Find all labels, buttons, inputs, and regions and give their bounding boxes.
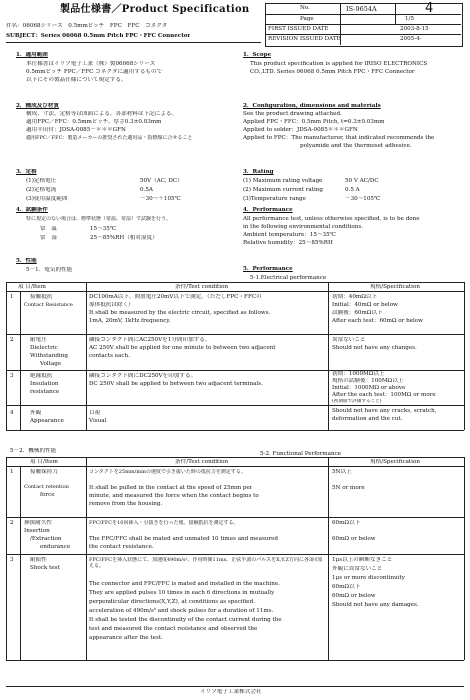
table2-row-condition: The FPC/FFC shall be mated and unmated 10 times and measured <box>89 536 278 542</box>
sheet-label: Page <box>300 16 314 22</box>
table1-row-condition: 隣接コンタクト間にAC250Vを1分間印加する。 <box>89 337 211 343</box>
left-s2-line: 適用半田付：JDSA-0085－＊＊＊GFN <box>26 127 126 133</box>
table2-row-condition: It shall be tested the discontinuity of the contact current during the <box>89 617 282 623</box>
first-issued-value: 2003-8-15 <box>400 26 429 32</box>
first-issued-label: FIRST ISSUED DATE <box>268 26 329 32</box>
table1-row-item: 外観 <box>30 410 42 416</box>
table1-header-spec: 規格/Specification <box>370 284 420 290</box>
right-s2-line: polyamide and the thermoset adhesive. <box>300 143 412 149</box>
handwritten-revision-mark: 4 <box>425 1 434 16</box>
table1-row-item: Contact Resistance <box>24 302 73 308</box>
left-s2-line: 適用FPC／FFC：製造メーカーの推奨された適用品・指標線に合せること <box>26 135 193 141</box>
table2-row-condition: コンタクトを25mm/minの速度で引き抜いた時の抵抗力を測定する。 <box>89 469 246 475</box>
subject-jp: 件名：06068シリーズ 0.5mmピッチ FPC FFC コネクタ <box>6 23 168 29</box>
table2-section-title: 5－2．機械的性能 <box>10 448 57 454</box>
table2-section-title-en: 5-2. Functional Performance <box>260 451 341 457</box>
table2-row-spec: 5N or more <box>332 485 365 491</box>
left-rating-value: －30～＋105℃ <box>140 196 181 202</box>
table2-row-item: endurance <box>40 544 71 550</box>
table2-row-condition: acceleration of 490m/s² and shock pulses for a duration of 11ms. <box>89 608 274 614</box>
right-s3-title: 3．Rating <box>243 169 274 175</box>
table1-row-condition: 導体抵抗は除く） <box>89 302 134 308</box>
table1-header-item: 項 目/Item <box>18 284 46 290</box>
doc-no-value: IS-9654A <box>346 5 377 13</box>
table1-row-condition: AC 250V shall be applied for one minute to between two adjacent <box>89 345 276 351</box>
table1-row-spec: 試験後：60mΩ以下 <box>332 310 383 316</box>
table1-row-spec: deformation and the cut. <box>332 416 403 422</box>
table2-row-item: 耐振性 <box>30 557 47 563</box>
right-s2-line: Applied FPC・FFC：0.5mm Pitch, t=0.3±0.03mm <box>243 119 385 125</box>
table1-row-spec: After each test：60mΩ or below <box>332 318 423 324</box>
table1-row-item: 接触抵抗 <box>30 294 53 300</box>
table2-row-spec: 外観に異常ないこと <box>332 566 383 572</box>
table1-row-spec: (初期値で評価すること) <box>332 399 382 404</box>
table1-row-spec: Initial：40mΩ or below <box>332 302 398 308</box>
table1-row-no: 1 <box>10 294 14 300</box>
left-rating-label: (3)使用温度範囲 <box>26 196 68 202</box>
right-s4-title: 4．Performance <box>243 207 293 213</box>
left-s4-line: 特に規定のない場合は、標準状態（常温、常湿）で試験を行う。 <box>26 216 172 222</box>
table1-row-condition: 目視 <box>89 410 101 416</box>
table2-row-item: Insertion <box>24 528 50 534</box>
table1-row-item: Appearance <box>30 418 64 424</box>
table2-row-condition: appearance after the test. <box>89 635 163 641</box>
table2-row-spec: 5N以上 <box>332 469 352 475</box>
left-s1-line: 0.5mmピッチ FPC／FFC コネクタに適用するもので <box>26 69 163 75</box>
sheet-value: 1/5 <box>405 16 415 22</box>
table2-row-condition: minute, and measured the force when the contact begins to <box>89 493 259 499</box>
left-s2-line: 適用FPC／FFC：0.5mmピッチ、厚さ0.3±0.03mm <box>26 119 162 125</box>
right-s5-sub: 5-1.Electrical performance <box>250 275 327 281</box>
table2-row-spec: 1μs以上の瞬断なきこと <box>332 557 393 563</box>
table2-row-no: 1 <box>10 469 14 475</box>
table1-header-condition: 条件/Test condition <box>175 284 229 290</box>
table2-row-condition: perpendicular directions(X,Y,Z), at conditions as specified. <box>89 599 255 605</box>
table1-row-condition: Visual <box>89 418 107 424</box>
right-s5-title: 5．Performance <box>243 266 293 272</box>
left-rating-value: 50V（AC, DC） <box>140 178 183 184</box>
table2-row-no: 2 <box>10 520 14 526</box>
right-s2-line: Applied to FPC：The manufacturer, that indicated recommends the <box>243 135 435 141</box>
right-s2-title: 2．Configuration, dimensions and materials <box>243 103 381 109</box>
table2-row-spec: 60mΩ or below <box>332 593 376 599</box>
left-s3-title: 3．定格 <box>16 169 37 175</box>
left-s1-line: 本仕様書はイリソ電子工業（株）製06068シリーズ <box>26 61 156 67</box>
table2-row-spec: 60mΩ or below <box>332 536 376 542</box>
right-rating-value: －30～105℃ <box>345 196 381 202</box>
table1-row-item: 絶縁抵抗 <box>30 373 53 379</box>
table1-row-condition: 隣接コンタクト間にDC250Vを印加する。 <box>89 373 197 379</box>
table1-row-spec: 初期：1000MΩ以上 <box>332 371 385 377</box>
table2-row-condition: It shall be pulled in the contact at the speed of 25mm per <box>89 485 253 491</box>
right-s4-line: All performance test, unless otherwise specified, is to be done <box>243 216 420 222</box>
table2-row-condition: They are applied pulses 10 times in each 6 directions in mutually <box>89 590 275 596</box>
table2-row-item: 接触保持力 <box>30 469 58 475</box>
table2-row-no: 3 <box>10 557 14 563</box>
left-cond-value: 15～35℃ <box>90 226 117 232</box>
right-s4-line: Relative humidity：25～85%RH <box>243 240 333 246</box>
right-s1-title: 1．Scope <box>243 52 272 58</box>
left-rating-label: (2)定格電流 <box>26 187 57 193</box>
table2-row-item: /Extraction <box>30 536 62 542</box>
right-s2-line: Applied to solder：JDSA-0085＊＊＊GFN <box>243 127 358 133</box>
table1-row-condition: It shall be measured by the electric circuit, specified as follows. <box>89 310 271 316</box>
company-name: イリソ電子工業株式会社 <box>200 689 262 695</box>
table2-row-condition: The connector and FPC/FFC is mated and installed in the machine. <box>89 581 280 587</box>
table1-row-item: Insulation <box>30 381 59 387</box>
right-rating-label: (3)Temperature range <box>243 196 306 202</box>
table1-row-spec: Should not have any cracks, scratch, <box>332 408 437 414</box>
table2-row-condition: the contact resistance. <box>89 544 154 550</box>
table2-row-spec: 60mΩ以下 <box>332 520 361 526</box>
table2-header-spec: 規格/Specification <box>370 459 420 465</box>
doc-no-label: No. <box>300 5 310 11</box>
right-rating-value: 0.5 A <box>345 187 360 193</box>
subject-en: SUBJECT：Series 06068 0.5mm Pitch FPC・FFC Connector <box>6 33 191 39</box>
table1-row-no: 2 <box>10 337 14 343</box>
table1-row-item: Voltage <box>40 361 62 367</box>
right-rating-label: (1) Maximum rating voltage <box>243 178 323 184</box>
table2-row-spec: Should not have any damages. <box>332 602 419 608</box>
right-s1-line: This product specification is applied for IRISO ELECTRONICS <box>250 61 428 67</box>
table2-row-spec: 60mΩ以下 <box>332 584 361 590</box>
table1-row-spec: 異常ないこと <box>332 337 366 343</box>
left-cond-value: 25～85%RH（相対湿度） <box>90 235 158 241</box>
table1-row-item: resistance <box>30 389 60 395</box>
table1-row-spec: 初期：40mΩ以下 <box>332 294 378 300</box>
table1-row-item: Dielectric <box>30 345 58 351</box>
right-s4-line: in the following environmental conditions. <box>243 224 364 230</box>
table2-row-condition: FPC/FFCを挿入状態にて、加速度490m/s²、作用時間11ms、正弦半波のパルスをX,Y,Z方向に各3回加える。 <box>89 557 323 570</box>
left-cond-label: 常 温 <box>40 226 57 232</box>
table2-header-item: 項 目/Item <box>30 459 58 465</box>
table1-row-condition: 1mA, 20mV, 1kHz frequency. <box>89 318 171 324</box>
left-rating-value: 0.5A <box>140 187 153 193</box>
table1-row-spec: Should not have any changes. <box>332 345 417 351</box>
table1-row-no: 3 <box>10 373 14 379</box>
right-rating-value: 50 V AC/DC <box>345 178 379 184</box>
table1-row-spec: After the each test：100MΩ or more <box>332 392 436 398</box>
table1-row-spec: Initial：1000MΩ or above <box>332 385 406 391</box>
right-s4-line: Ambient temperature：15～35℃ <box>243 232 336 238</box>
table1-row-item: Withstanding <box>30 353 68 359</box>
table2-row-item: 挿抜耐久性 <box>24 520 52 526</box>
right-s2-line: See the product drawing attached. <box>243 111 342 117</box>
table2-row-item: Shock test <box>30 565 60 571</box>
page-title: 製品仕様書／Product Specification <box>60 4 250 15</box>
left-rating-label: (1)定格電圧 <box>26 178 57 184</box>
revision-issued-value: 2005-4- <box>400 36 422 42</box>
left-s1-title: 1．適用範囲 <box>16 52 48 58</box>
left-s2-title: 2．構成及び材質 <box>16 103 60 109</box>
table2-row-condition: test and measured the contact resistance and observed the <box>89 626 258 632</box>
left-s5-title: 5．性能 <box>16 258 37 264</box>
left-s2-line: 構成、寸法、定格等は図面による。各部材料は下記による。 <box>26 111 178 117</box>
table1-row-spec: 規格の試験後：100MΩ以上 <box>332 378 404 384</box>
table2-row-item: Contact retention <box>24 484 69 490</box>
table2-row-condition: FPC/FFCを10回挿入・引抜きを行った後、接触抵抗を測定する。 <box>89 520 239 526</box>
right-s1-line: CO.,LTD. Series 06068 0.5mm Pitch FPC・FFC Connector <box>250 69 415 75</box>
table1-row-condition: contacts each. <box>89 353 130 359</box>
table2-row-item: force <box>40 492 55 498</box>
left-s5-sub: 5－1．電気的性能 <box>26 267 73 273</box>
table2-header-condition: 条件/Test condition <box>175 459 229 465</box>
left-cond-label: 常 湿 <box>40 235 57 241</box>
left-s4-title: 4．試験条件 <box>16 207 48 213</box>
table2-row-spec: 1μs or more discontinuity <box>332 575 405 581</box>
table1-row-no: 4 <box>10 410 14 416</box>
table2-row-condition: remove from the housing. <box>89 501 163 507</box>
table1-row-condition: DC100mA以下、開放電圧20mV以下で測定。（ただしFPC・FFCの <box>89 294 262 300</box>
right-rating-label: (2) Maximum current rating <box>243 187 323 193</box>
table1-row-condition: DC 250V shall be applied to between two adjacent terminals. <box>89 381 263 387</box>
left-s1-line: 以下にその製品仕様について規定する。 <box>26 77 127 83</box>
table1-row-item: 耐電圧 <box>30 337 47 343</box>
revision-issued-label: REVISION ISSUED DATE <box>268 36 341 42</box>
